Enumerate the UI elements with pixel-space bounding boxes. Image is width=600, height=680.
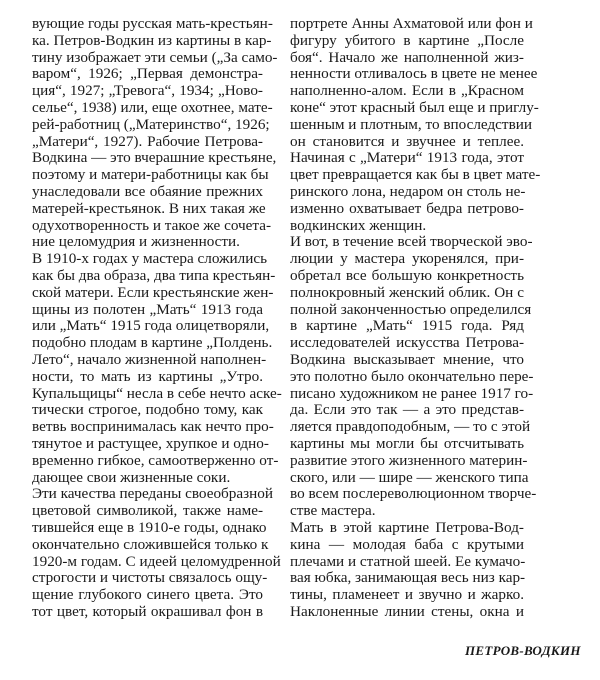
text-line: окончательно сложившейся только к — [32, 535, 269, 553]
text-line: тически строгое, подобно тому, как — [32, 401, 263, 419]
text-line: И вот, в течение всей творческой эво- — [290, 233, 533, 251]
text-column-left — [32, 15, 282, 621]
text-line: цветовой символикой, также наме- — [32, 502, 263, 520]
text-line: Лето“, начало жизненной наполнен- — [32, 350, 267, 368]
text-column-right — [290, 15, 541, 621]
text-line: ция“, 1927; „Тревога“, 1934; „Ново- — [32, 82, 263, 100]
text-line: Водкина — это вчерашние крестьяне, — [32, 149, 277, 167]
text-line: кина — молодая баба с крутыми — [290, 535, 524, 553]
text-line: изменно охватывает бедра петрово- — [290, 199, 524, 217]
text-line: матерей-крестьянок. В них такая же — [32, 199, 266, 217]
text-line: тившейся еще в 1910-е годы, однако — [32, 518, 267, 536]
text-line: тины, пламенеет и звучно и жарко. — [290, 586, 524, 604]
text-line: развитие этого жизненного материн- — [290, 451, 528, 469]
text-line: Водкина высказывает мнение, что — [290, 350, 524, 368]
text-line: строгости и чистоты связалось ощу- — [32, 569, 268, 587]
text-line: ветвь воспринималась как нечто про- — [32, 418, 274, 436]
text-line: ринского лона, недаром он столь не- — [290, 182, 526, 200]
text-line: рей-работниц („Материнство“, 1926; — [32, 115, 270, 133]
text-line: унаследовали все обаяние прежних — [32, 182, 263, 200]
text-line: Наклоненные линии стены, окна и — [290, 602, 524, 620]
running-footer-title: ПЕТРОВ-ВОДКИН — [465, 643, 581, 658]
text-line: наполненно-алом. Если в „Красном — [290, 82, 524, 100]
text-line: как бы два образа, два типа крестьян- — [32, 266, 276, 284]
text-line: ка. Петров-Водкин из картины в кар- — [32, 31, 272, 49]
text-line: ского, или — шире — женского типа — [290, 468, 529, 486]
text-line: люции у мастера укоренялся, при- — [290, 250, 524, 268]
text-line: щины из полотен „Мать“ 1913 года — [32, 300, 263, 318]
text-line: коне“ этот красный был еще и приглу- — [290, 98, 539, 116]
text-line: подобно плодам в картине „Полдень. — [32, 334, 273, 352]
text-line: полнокровный женский облик. Он с — [290, 283, 524, 301]
text-line: „Матери“, 1927). Рабочие Петрова- — [32, 132, 263, 150]
text-line: тот цвет, который окрашивал фон в — [32, 602, 263, 620]
text-line: или „Мать“ 1915 года олицетворяли, — [32, 317, 270, 335]
text-line: вая юбка, занимающая весь низ кар- — [290, 569, 526, 587]
text-line: вующие годы русская мать-крестьян- — [32, 15, 273, 32]
text-line: да. Если это так — а это представ- — [290, 401, 524, 419]
text-line: исследователей искусства Петрова- — [290, 334, 524, 352]
text-line: плечами и статной шеей. Ее кумачо- — [290, 552, 526, 570]
text-line: портрете Анны Ахматовой или фон и — [290, 15, 533, 32]
text-line: селье“, 1938) или, еще охотнее, мате- — [32, 98, 273, 116]
text-line: это полотно было окончательно пере- — [290, 367, 534, 385]
text-line: щение глубокого синего цвета. Это — [32, 586, 263, 604]
text-line: ненности отливалось в цвете не менее — [290, 65, 538, 83]
text-line: цвет превращается как бы в цвет мате- — [290, 166, 541, 184]
text-line: Начиная с „Матери“ 1913 года, этот — [290, 149, 524, 167]
text-line: тину изображает эти семьи („За само- — [32, 48, 278, 66]
text-line: полной законченностью определился — [290, 300, 532, 318]
text-line: 1920-м годам. С идеей целомудренной — [32, 552, 281, 570]
text-line: временно гибкое, самоотверженно от- — [32, 451, 279, 469]
text-line: Купальщицы“ несла в себе нечто аске- — [32, 384, 282, 402]
text-line: варом“, 1926; „Первая демонстра- — [32, 65, 263, 83]
text-line: поэтому и матери-работницы как бы — [32, 166, 269, 184]
text-line: ляется правдоподобным, — то с этой — [290, 418, 531, 436]
text-line: писано художником не ранее 1917 го- — [290, 384, 534, 402]
text-line: он становится и звучнее и теплее. — [290, 132, 524, 150]
text-line: стве мастера. — [290, 502, 376, 520]
text-line: картины мы могли бы отсчитывать — [290, 434, 524, 452]
text-line: тянутое и растущее, хрупкое и одно- — [32, 434, 269, 452]
text-line: обретал все большую конкретность — [290, 266, 524, 284]
text-line: фигуру убитого в картине „После — [290, 31, 524, 49]
text-line: боя“. Начало же наполненной жиз- — [290, 48, 524, 66]
text-line: ской матери. Если крестьянские жен- — [32, 283, 274, 301]
text-line: ности, то мать из картины „Утро. — [32, 367, 263, 385]
text-line: Мать в этой картине Петрова-Вод- — [290, 518, 524, 536]
text-line: дающее свои жизненные соки. — [32, 468, 231, 486]
text-line: в картине „Мать“ 1915 года. Ряд — [290, 317, 524, 335]
text-line: Эти качества переданы своеобразной — [32, 485, 273, 503]
text-line: ние целомудрия и жизненности. — [32, 233, 240, 251]
text-line: во всем послереволюционном творче- — [290, 485, 537, 503]
text-line: одухотворенность и такое же сочета- — [32, 216, 272, 234]
text-line: шенным и плотным, то впоследствии — [290, 115, 532, 133]
text-line: водкинских женщин. — [290, 216, 427, 234]
text-line: В 1910-х годах у мастера сложились — [32, 250, 268, 268]
